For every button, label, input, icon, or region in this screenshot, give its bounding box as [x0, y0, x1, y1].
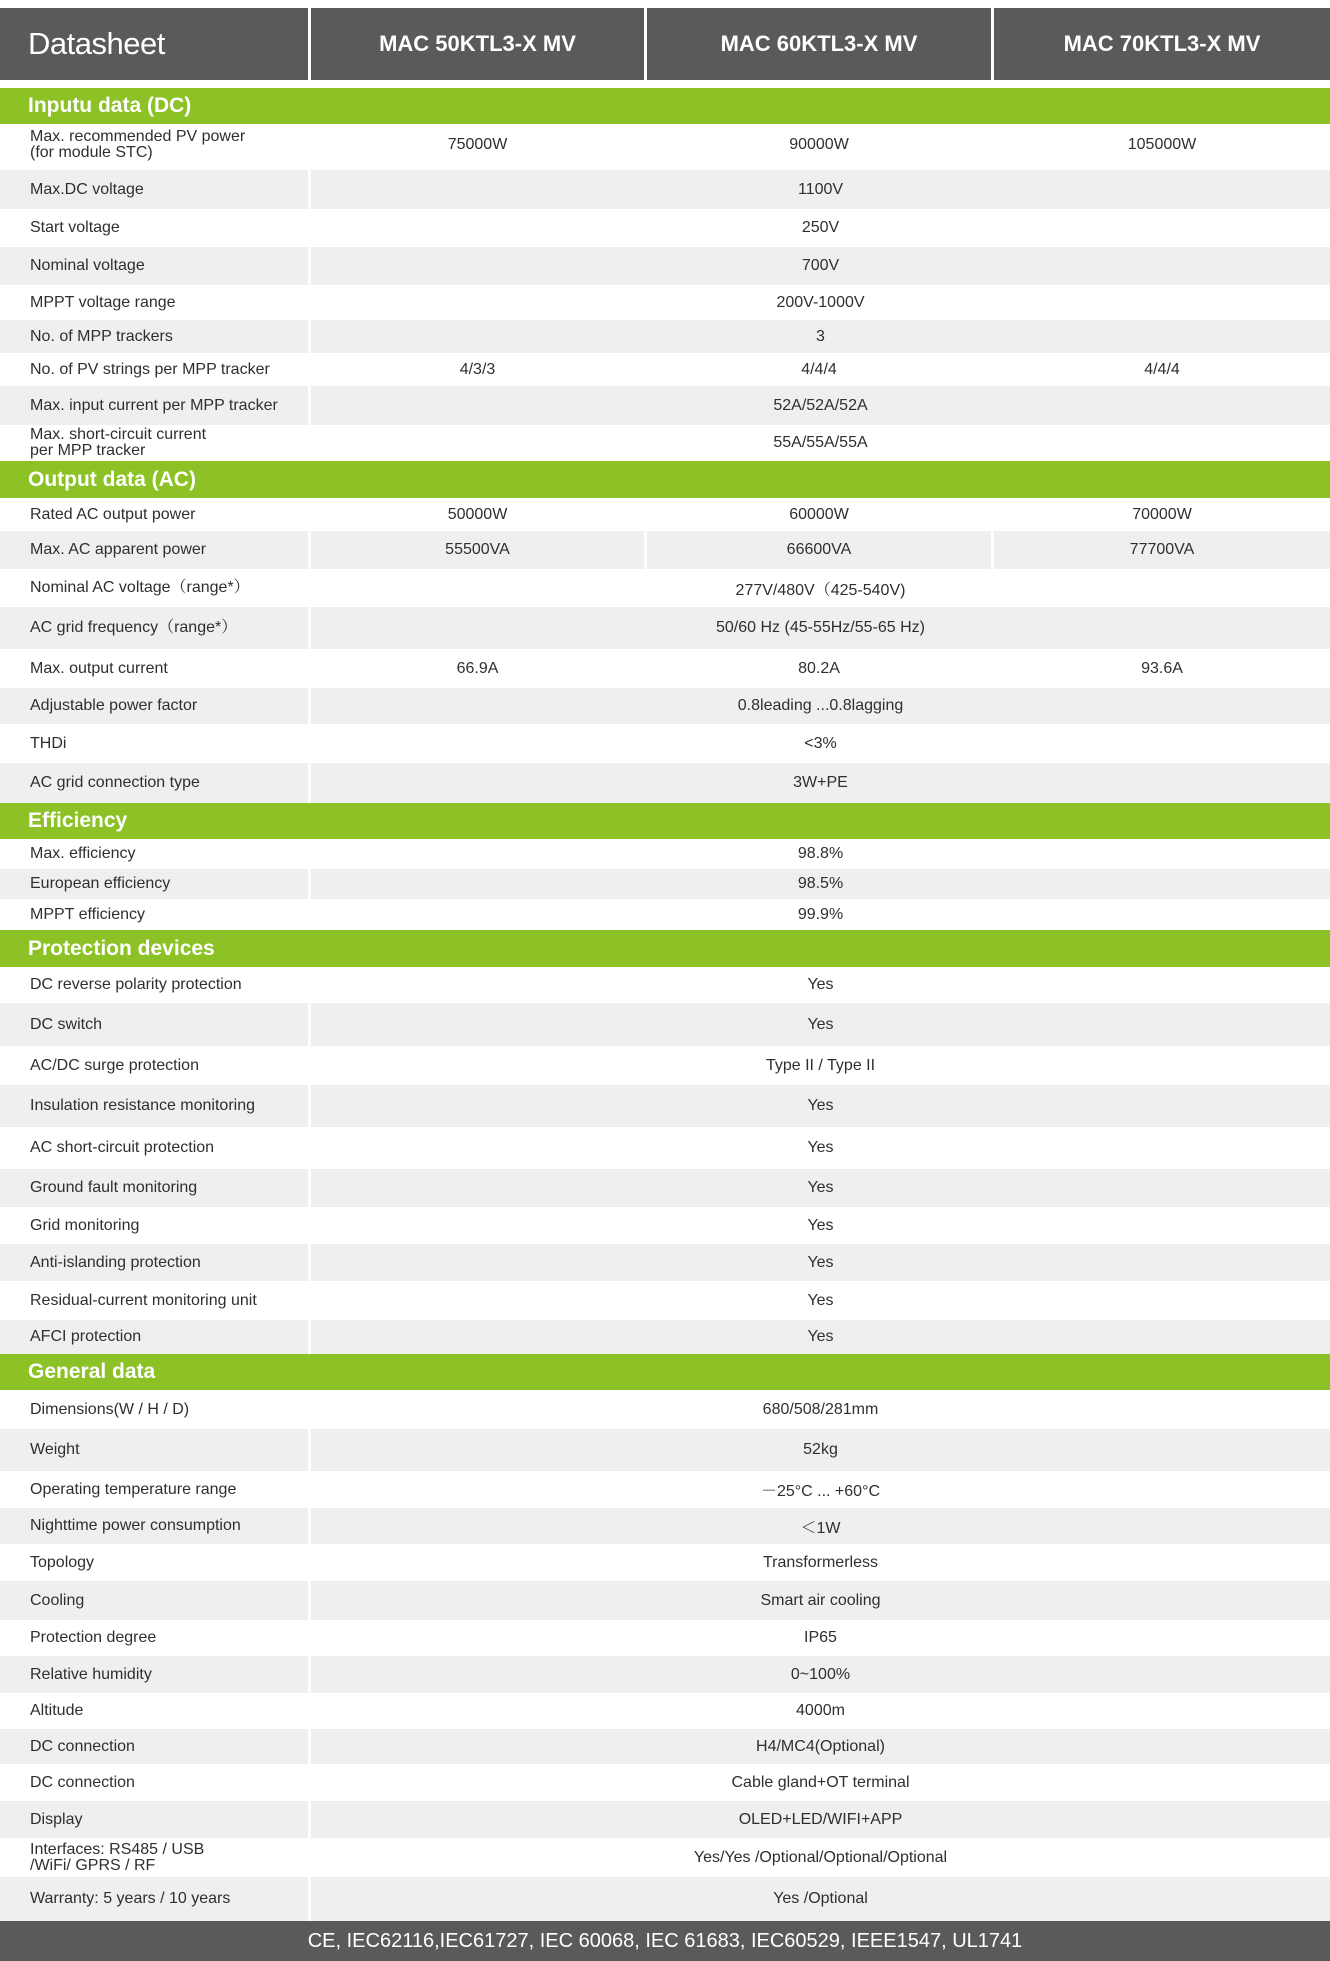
spec-value: 99.9% [797, 905, 844, 923]
model-header-1: MAC 50KTL3-X MV [311, 8, 644, 80]
spec-label: Nominal voltage [0, 247, 308, 285]
section-header-output-data-ac: Output data (AC) [0, 461, 1330, 498]
model-header-3: MAC 70KTL3-X MV [994, 8, 1330, 80]
spec-value-model-2: 66600VA [647, 531, 991, 569]
spec-label: THDi [30, 734, 67, 752]
spec-value-model-2: 4/4/4 [801, 360, 837, 378]
datasheet-title: Datasheet [0, 8, 308, 80]
spec-value: Yes [807, 1216, 834, 1234]
spec-label: Interfaces: RS485 / USB /WiFi/ GPRS / RF [30, 1840, 205, 1874]
spec-label: Altitude [30, 1702, 84, 1719]
spec-row [0, 1127, 1330, 1169]
spec-row [0, 1244, 1330, 1281]
spec-value: 3W+PE [311, 763, 1330, 803]
spec-row [0, 170, 1330, 209]
spec-row [0, 569, 1330, 607]
spec-value: Type II / Type II [765, 1056, 876, 1074]
spec-label: DC connection [30, 1773, 135, 1791]
spec-label: Cooling [0, 1581, 308, 1620]
spec-label: DC connection [0, 1729, 308, 1764]
spec-value-model-3: 4/4/4 [1144, 360, 1180, 378]
spec-label: Display [0, 1801, 308, 1838]
section-header-general-data: General data [0, 1354, 1330, 1390]
spec-label: Nominal AC voltage（range*） [30, 579, 250, 596]
spec-row [0, 498, 1330, 531]
spec-value: 0.8leading ...0.8lagging [311, 688, 1330, 724]
spec-row [0, 1838, 1330, 1877]
spec-value-model-3: 70000W [1132, 505, 1192, 523]
spec-row [0, 285, 1330, 320]
spec-value-model-3: 93.6A [1141, 659, 1183, 677]
spec-label: No. of MPP trackers [0, 320, 308, 353]
spec-row [0, 320, 1330, 353]
spec-value-model-1: 75000W [447, 136, 508, 153]
spec-label: Rated AC output power [30, 505, 196, 523]
spec-row [0, 1003, 1330, 1046]
spec-label: Max. AC apparent power [0, 531, 308, 569]
spec-row [0, 688, 1330, 724]
spec-label: Max. efficiency [30, 845, 136, 862]
spec-value-model-1: 55500VA [311, 531, 644, 569]
spec-value-model-2: 90000W [789, 136, 849, 153]
spec-row [0, 724, 1330, 763]
spec-value: ＜1W [311, 1508, 1330, 1544]
spec-row [0, 531, 1330, 569]
spec-label: Anti-islanding protection [0, 1244, 308, 1281]
spec-value: Yes/Yes /Optional/Optional/Optional [693, 1848, 948, 1866]
spec-value-model-1: 50000W [447, 505, 508, 523]
spec-value: 3 [311, 320, 1330, 353]
spec-row [0, 1877, 1330, 1921]
spec-row [0, 425, 1330, 461]
model-header-2: MAC 60KTL3-X MV [647, 8, 991, 80]
spec-value: 700V [311, 247, 1330, 285]
spec-value: <3% [804, 734, 837, 752]
spec-value: 680/508/281mm [762, 1400, 879, 1418]
spec-row [0, 869, 1330, 899]
spec-value: 0~100% [311, 1656, 1330, 1693]
spec-row [0, 1544, 1330, 1581]
spec-label: AC grid frequency（range*） [0, 607, 308, 649]
spec-row [0, 607, 1330, 649]
spec-value: 52kg [311, 1429, 1330, 1471]
spec-value: Cable gland+OT terminal [731, 1773, 910, 1791]
spec-value: －25°C ... +60°C [760, 1483, 881, 1500]
spec-label: AC short-circuit protection [30, 1139, 215, 1156]
spec-row [0, 209, 1330, 247]
spec-label: Max.DC voltage [0, 170, 308, 209]
spec-label: Insulation resistance monitoring [0, 1085, 308, 1127]
spec-value: Yes [807, 1291, 834, 1309]
spec-row [0, 1429, 1330, 1471]
spec-row [0, 899, 1330, 930]
spec-row [0, 1508, 1330, 1544]
spec-label: Warranty: 5 years / 10 years [0, 1877, 308, 1921]
spec-row [0, 1281, 1330, 1320]
spec-value: Yes [807, 976, 834, 993]
spec-value: Yes /Optional [311, 1877, 1330, 1921]
spec-value-model-1: 66.9A [456, 659, 499, 677]
spec-row [0, 1729, 1330, 1764]
spec-row [0, 1169, 1330, 1207]
spec-value: 4000m [796, 1702, 845, 1719]
spec-value: 250V [801, 219, 840, 236]
spec-label: AC grid connection type [0, 763, 308, 803]
spec-label: No. of PV strings per MPP tracker [30, 360, 270, 378]
spec-value: IP65 [804, 1629, 837, 1646]
spec-row [0, 1764, 1330, 1801]
spec-row [0, 1390, 1330, 1429]
spec-label: Topology [30, 1553, 95, 1571]
spec-label: DC switch [0, 1003, 308, 1046]
spec-label: Residual-current monitoring unit [30, 1291, 257, 1309]
spec-value: Transformerless [763, 1553, 878, 1571]
spec-label: Adjustable power factor [0, 688, 308, 724]
spec-value: Yes [807, 1139, 834, 1156]
spec-row [0, 763, 1330, 803]
spec-label: Dimensions(W / H / D) [30, 1400, 190, 1418]
spec-value: 98.8% [797, 845, 844, 862]
spec-row [0, 649, 1330, 688]
spec-row [0, 1046, 1330, 1085]
spec-label: AFCI protection [0, 1320, 308, 1354]
spec-row [0, 1581, 1330, 1620]
spec-value: 1100V [311, 170, 1330, 209]
section-header-protection-devices: Protection devices [0, 930, 1330, 967]
spec-label: DC reverse polarity protection [30, 976, 242, 993]
spec-value: Yes [311, 1085, 1330, 1127]
spec-row [0, 386, 1330, 425]
spec-row [0, 1471, 1330, 1508]
certifications-footer: CE, IEC62116,IEC61727, IEC 60068, IEC 61683, IEC60529, IEEE1547, UL1741 [0, 1921, 1330, 1961]
spec-value: 98.5% [311, 869, 1330, 899]
spec-label: Operating temperature range [30, 1480, 237, 1498]
spec-row [0, 1620, 1330, 1656]
spec-label: Relative humidity [0, 1656, 308, 1693]
spec-label: Nighttime power consumption [0, 1508, 308, 1544]
spec-label: Max. short-circuit current per MPP tracker [30, 426, 207, 459]
spec-row [0, 1693, 1330, 1729]
spec-value: H4/MC4(Optional) [311, 1729, 1330, 1764]
spec-value: Yes [311, 1320, 1330, 1354]
spec-label: Max. input current per MPP tracker [0, 386, 308, 425]
spec-row [0, 1207, 1330, 1244]
spec-value: 52A/52A/52A [311, 386, 1330, 425]
spec-value-model-1: 4/3/3 [459, 360, 496, 378]
spec-row [0, 124, 1330, 166]
section-header-inputu-data-dc: Inputu data (DC) [0, 88, 1330, 124]
spec-label: Max. output current [30, 659, 168, 677]
spec-value: Smart air cooling [311, 1581, 1330, 1620]
spec-value-model-3: 77700VA [994, 531, 1330, 569]
spec-value: Yes [311, 1244, 1330, 1281]
spec-value: 200V-1000V [776, 293, 865, 311]
spec-label: Protection degree [30, 1629, 157, 1646]
spec-value-model-2: 60000W [789, 505, 849, 523]
spec-value-model-2: 80.2A [798, 659, 840, 677]
spec-row [0, 1801, 1330, 1838]
spec-value-model-3: 105000W [1127, 136, 1197, 153]
spec-label: Weight [0, 1429, 308, 1471]
spec-label: European efficiency [0, 869, 308, 899]
spec-value: OLED+LED/WIFI+APP [311, 1801, 1330, 1838]
spec-row [0, 967, 1330, 1003]
spec-value: Yes [311, 1169, 1330, 1207]
spec-value: 277V/480V（425-540V) [735, 581, 906, 599]
spec-value: 55A/55A/55A [773, 434, 868, 451]
spec-row [0, 1320, 1330, 1354]
spec-row [0, 1656, 1330, 1693]
spec-label: Start voltage [30, 219, 120, 236]
spec-label: Ground fault monitoring [0, 1169, 308, 1207]
spec-label: Max. recommended PV power (for module STC) [30, 128, 246, 161]
spec-label: AC/DC surge protection [30, 1056, 199, 1074]
spec-value: Yes [311, 1003, 1330, 1046]
spec-label: MPPT efficiency [30, 905, 146, 923]
spec-value: 50/60 Hz (45-55Hz/55-65 Hz) [311, 607, 1330, 649]
spec-label: Grid monitoring [30, 1216, 140, 1234]
spec-row [0, 839, 1330, 869]
section-header-efficiency: Efficiency [0, 803, 1330, 839]
spec-row [0, 1085, 1330, 1127]
spec-label: MPPT voltage range [30, 293, 176, 311]
spec-row [0, 353, 1330, 386]
spec-row [0, 247, 1330, 285]
